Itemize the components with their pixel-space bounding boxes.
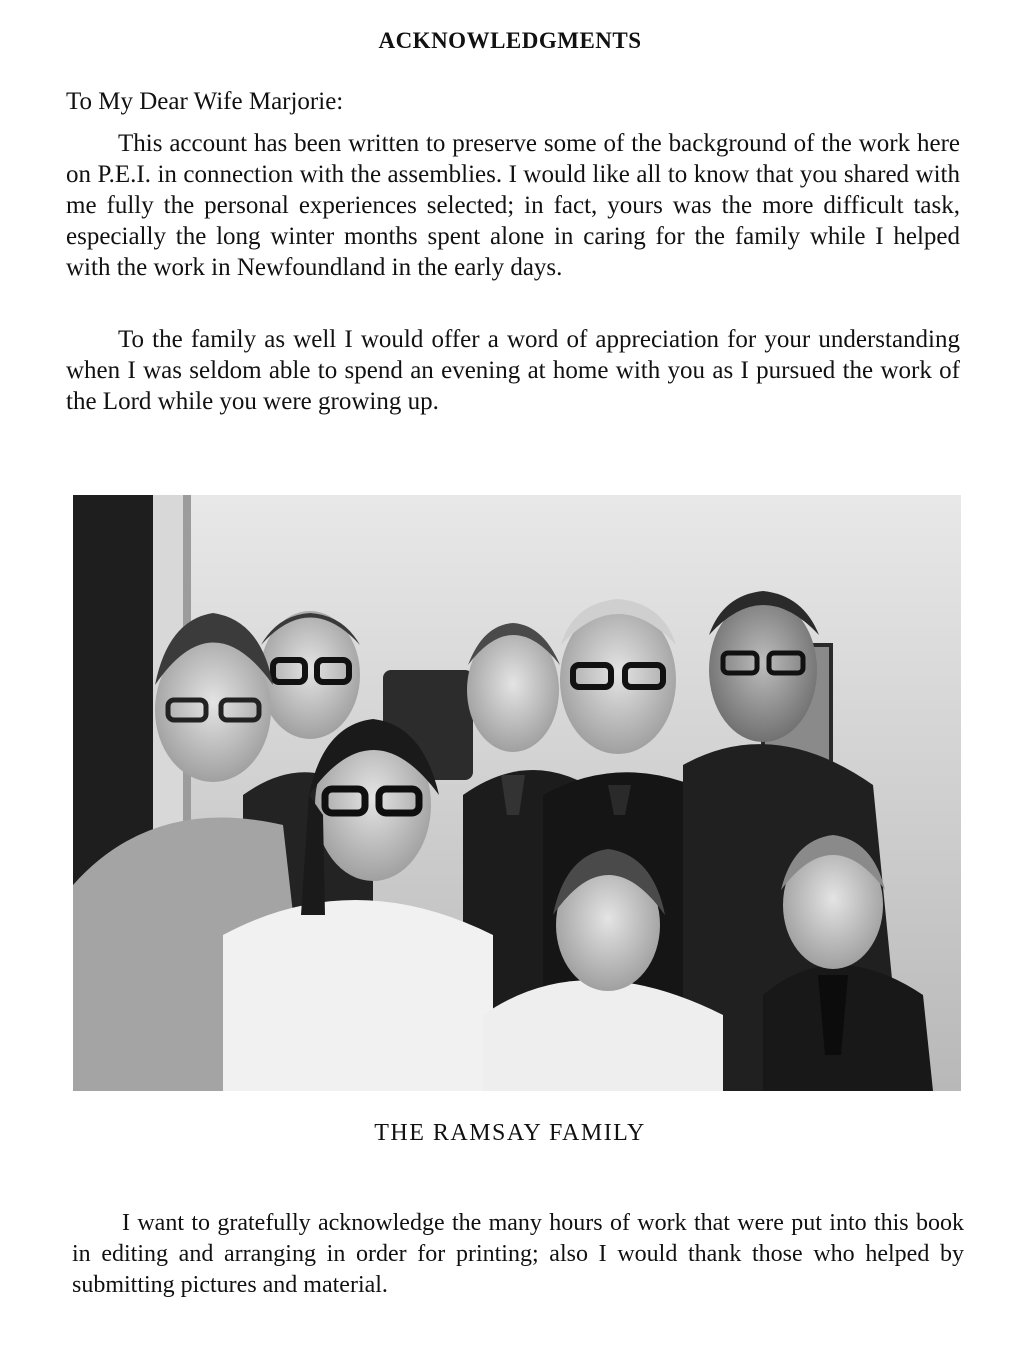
family-photo <box>73 495 961 1091</box>
salutation: To My Dear Wife Marjorie: <box>66 88 344 115</box>
paragraph-wife: This account has been written to preserve some of the background of the work here on P.E.I. in connection with the assemblies. I would like all to know that you shared with me fully the personal experiences selected; in fact, yours was the more difficult task, especially the long winter months spent alone in caring for the family while I helped with the work in Newfoundland in the early days. <box>66 130 960 281</box>
paragraph-thanks: I want to gratefully acknowledge the many hours of work that were put into this book in editing and arranging in order for printing; also I would thank those who helped by submitting pictures and material. <box>72 1210 964 1298</box>
photo-caption: THE RAMSAY FAMILY <box>374 1120 646 1146</box>
family-photo-illustration <box>73 495 961 1091</box>
paragraph-family: To the family as well I would offer a word of appreciation for your understanding when I was seldom able to spend an evening at home with you as I pursued the work of the Lord while you were growing up. <box>66 326 960 415</box>
page-title: ACKNOWLEDGMENTS <box>378 28 642 53</box>
